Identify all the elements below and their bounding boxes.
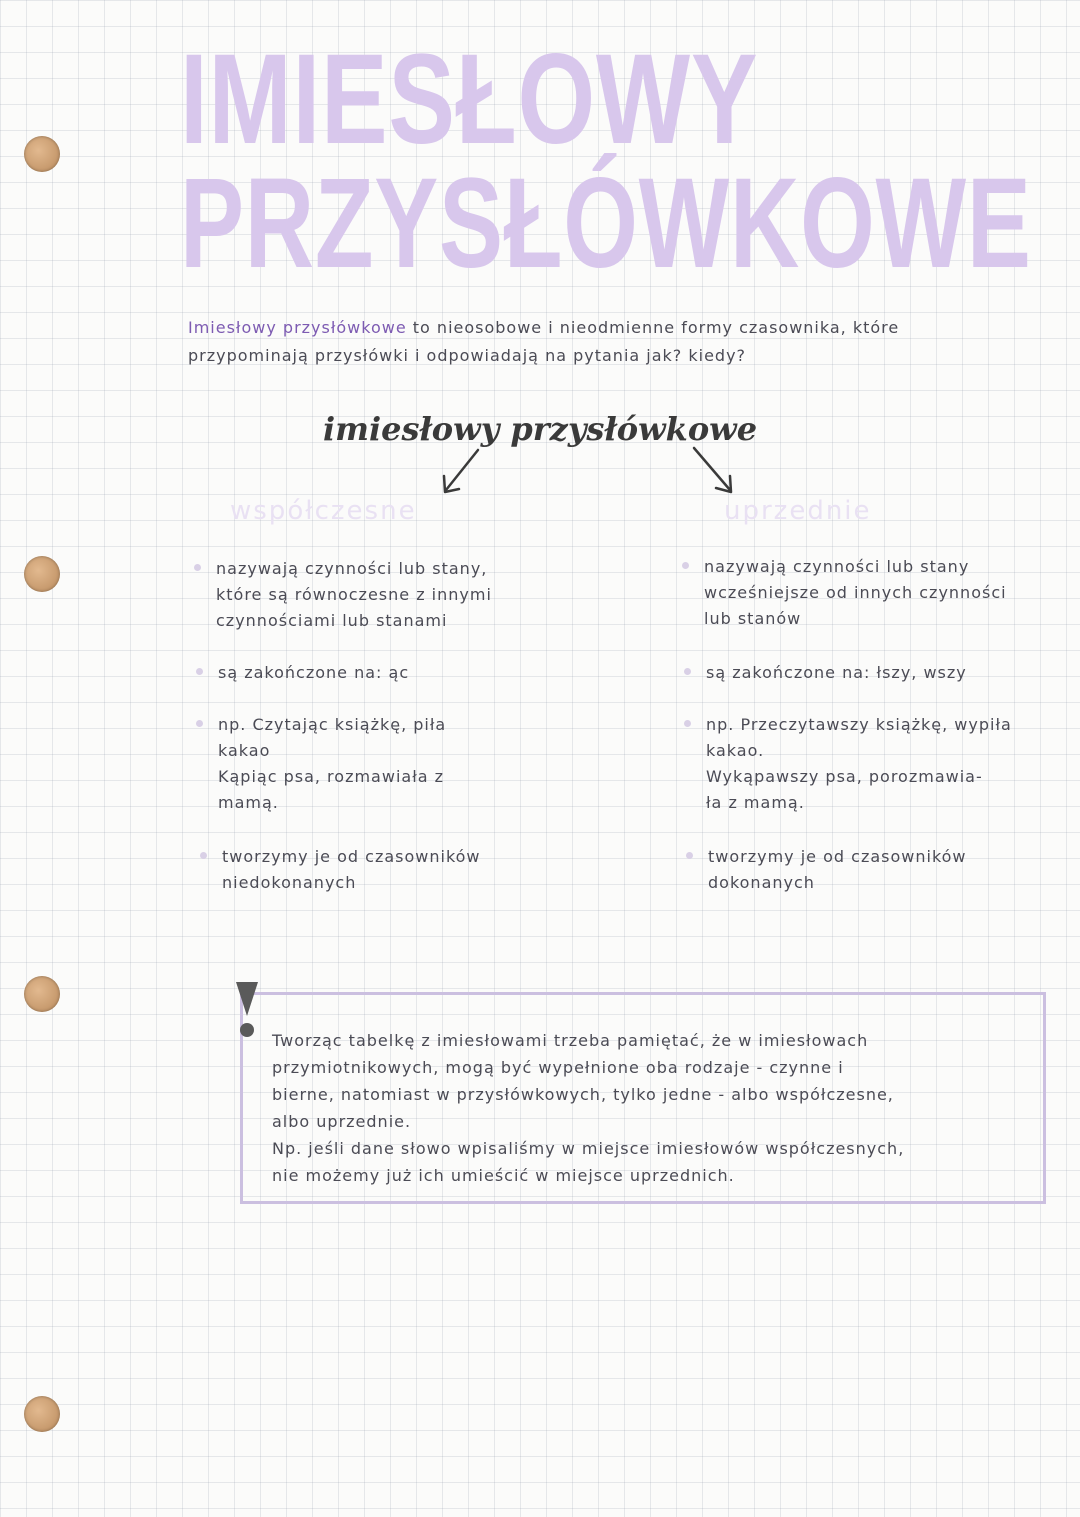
column-title-uprzednie: uprzednie <box>724 496 872 526</box>
diagram-heading: imiesłowy przysłówkowe <box>322 410 758 448</box>
left-item-example: np. Czytając książkę, piła kakao Kąpiąc psa, rozmawiała z mamą. <box>218 712 446 816</box>
arrow-right-icon <box>688 444 740 498</box>
arrow-left-icon <box>436 446 486 498</box>
exclamation-icon <box>236 982 258 1016</box>
definition-term: Imiesłowy przysłówkowe <box>188 318 407 337</box>
left-item-formation: tworzymy je od czasowników niedokonanych <box>222 844 481 896</box>
right-item-example: np. Przeczytawszy książkę, wypiła kakao. Wykąpawszy psa, porozmawia- ła z mamą. <box>706 712 1012 816</box>
binder-hole <box>24 1396 60 1432</box>
exclamation-dot-icon <box>240 1023 254 1037</box>
definition-paragraph <box>188 314 978 370</box>
binder-hole <box>24 556 60 592</box>
page-title-line2: PRZYSŁÓWKOWE <box>180 152 1032 295</box>
binder-hole <box>24 136 60 172</box>
binder-hole <box>24 976 60 1012</box>
right-item-ending: są zakończone na: łszy, wszy <box>706 660 967 686</box>
note-text: Tworząc tabelkę z imiesłowami trzeba pamiętać, że w imiesłowach przymiotnikowych, mogą być wypełnione oba rodzaje - czynne i bierne, natomiast w przysłówkowych, tylko jedne - albo współczesne, albo uprzednie. Np. jeśli dane słowo wpisaliśmy w miejsce imiesłowów współczesnych, nie możemy już ich umieścić w miejsce uprzednich. <box>272 1031 905 1185</box>
left-item-definition: nazywają czynności lub stany, które są równoczesne z innymi czynnościami lub stanami <box>216 556 492 634</box>
right-item-formation: tworzymy je od czasowników dokonanych <box>708 844 967 896</box>
page-title-line1: IMIESŁOWY <box>180 28 759 171</box>
definition-text: to nieosobowe i nieodmienne formy czasownika, które przypominają przysłówki i odpowiadają na pytania jak? kiedy? <box>188 318 900 365</box>
column-title-wspolczesne: współczesne <box>230 496 417 526</box>
right-item-definition: nazywają czynności lub stany wcześniejsze od innych czynności lub stanów <box>704 554 1007 632</box>
left-item-ending: są zakończone na: ąc <box>218 660 409 686</box>
